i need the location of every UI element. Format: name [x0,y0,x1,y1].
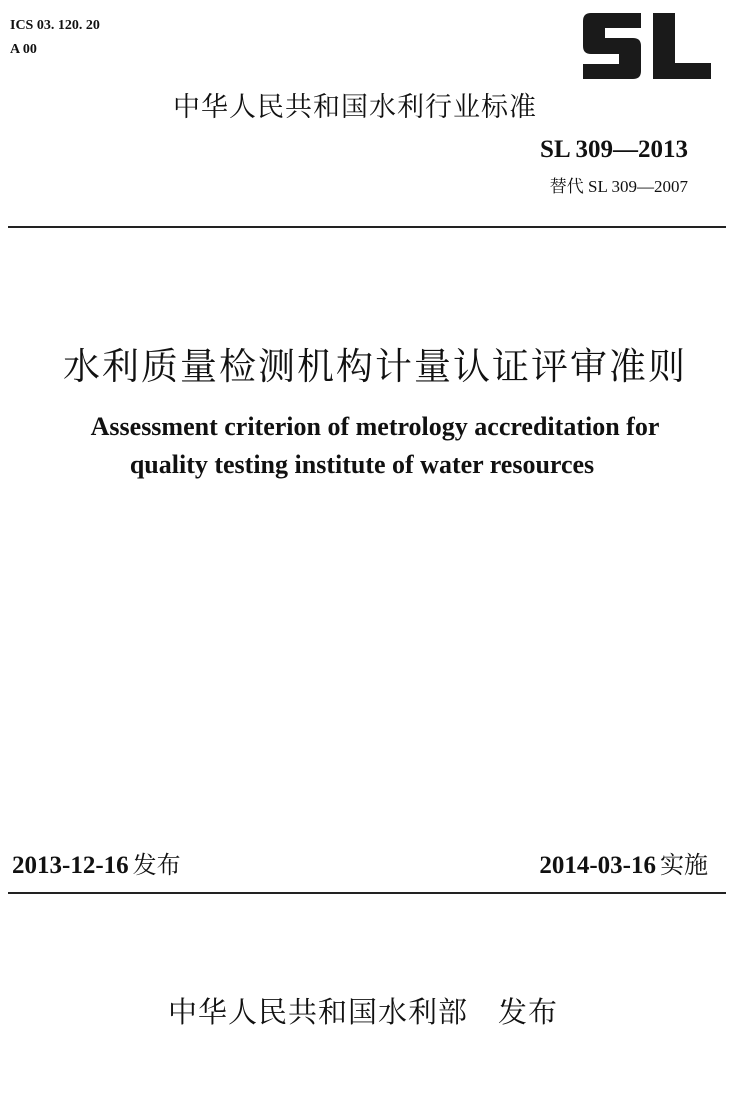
implement-label: 实施 [660,851,708,879]
publisher-line [0,990,750,1031]
implement-date-block [539,845,708,880]
implement-date: 2014-03-16 [539,852,656,879]
top-divider [8,226,726,228]
sl-logo [583,13,711,79]
ics-code: ICS 03. 120. 20 [10,18,100,33]
publisher-action: 发布 [498,995,559,1029]
ccs-code: A 00 [10,42,37,57]
issue-date-block [12,845,181,880]
standard-body: 中华人民共和国水利行业标准 [173,92,537,123]
title-english [0,408,750,484]
title-chinese: 水利质量检测机构计量认证评审准则 [63,345,687,388]
publisher-name: 中华人民共和国水利部 [167,995,468,1029]
issue-label: 发布 [132,851,181,879]
classification-codes [10,14,100,62]
sl-logo-l [653,13,711,79]
standard-number: SL 309—2013 [540,136,688,163]
issue-date: 2013-12-16 [12,852,129,879]
bottom-divider [8,892,726,894]
sl-logo-s [583,13,641,79]
replaces-standard: 替代 SL 309—2007 [549,177,688,196]
title-english-line1: Assessment criterion of metrology accreditation for [90,412,660,441]
title-english-line2: quality testing institute of water resources [129,450,595,479]
